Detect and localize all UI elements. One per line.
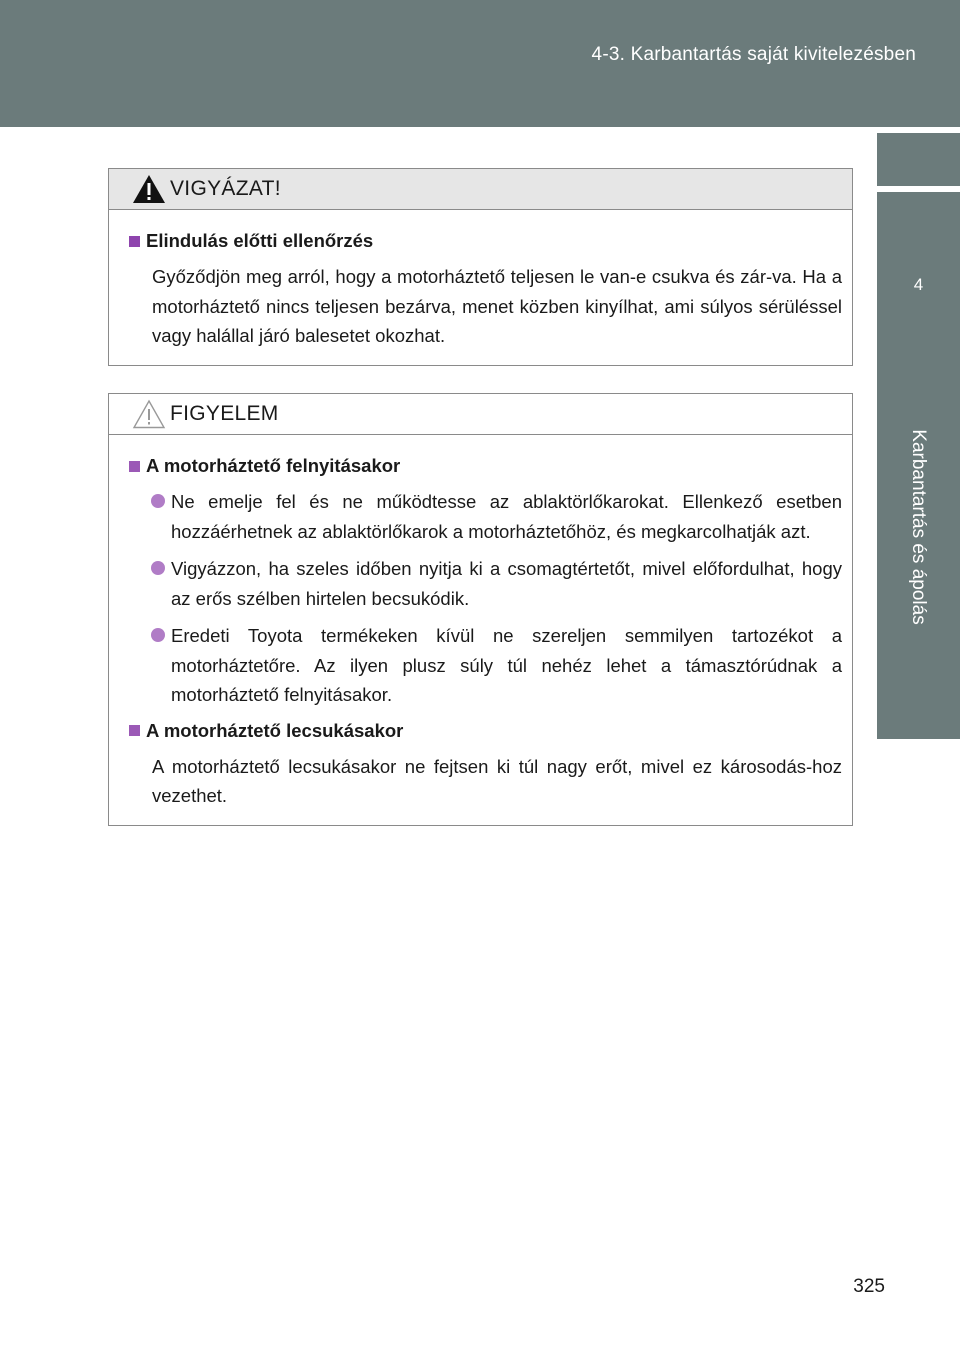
square-bullet-icon [129,461,140,472]
notice-box-header [109,394,852,435]
chapter-side-tab [877,127,960,739]
list-item [129,487,842,546]
chapter-number: 4 [913,275,924,294]
warning-box-body [109,210,852,365]
section-paragraph: A motorháztető lecsukásakor ne fejtsen ki túl nagy erőt, mivel ez károsodás-hoz vezethet. [152,755,842,806]
list-item-text: Vigyázzon, ha szeles időben nyitja ki a csomagtértetőt, mivel előfordulhat, hogy az erős szélben hirtelen becsukódik. [171,558,842,609]
section-heading [129,228,842,254]
side-tab-divider [877,186,960,192]
notice-box [108,393,853,826]
chapter-title: 4-3. Karbantartás saját kivitelezésben [591,44,916,65]
warning-box-header [109,169,852,210]
section-heading-text: Elindulás előtti ellenőrzés [146,230,374,251]
notice-box-body [109,435,852,825]
warning-box-title: VIGYÁZAT! [170,177,281,200]
list-item [129,621,842,710]
section-heading [129,453,842,479]
round-bullet-icon [151,494,165,508]
list-item-text: Eredeti Toyota termékeken kívül ne szereljen semmilyen tartozékot a motorháztetőre. Az ilyen plusz súly túl nehéz lehet a támasztórúdnak a motorháztető felnyitásakor. [171,625,842,705]
section-heading [129,718,842,744]
square-bullet-icon [129,236,140,247]
round-bullet-icon [151,628,165,642]
notice-box-title: FIGYELEM [170,402,279,425]
list-item [129,554,842,613]
page-header [0,0,960,127]
warning-triangle-icon [132,174,166,204]
notice-triangle-icon [132,399,166,429]
round-bullet-icon [151,561,165,575]
chapter-side-label: Karbantartás és ápolás [908,429,929,625]
warning-box [108,168,853,366]
square-bullet-icon [129,725,140,736]
page-number: 325 [853,1276,885,1297]
section-heading-text: A motorháztető felnyitásakor [146,455,401,476]
list-item-text: Ne emelje fel és ne működtesse az ablaktörlőkarokat. Ellenkező esetben hozzáérhetnek az ablaktörlőkarok a motorháztetőhöz, és megkarcolhatják azt. [171,491,842,542]
section-heading-text: A motorháztető lecsukásakor [146,719,404,741]
section-paragraph: Győződjön meg arról, hogy a motorháztető teljesen le van-e csukva és zár-va. Ha a motorháztető nincs teljesen bezárva, menet közben kinyílhat, ami súlyos sérüléssel vagy halállal járó balesetet okozhat. [152,266,842,346]
